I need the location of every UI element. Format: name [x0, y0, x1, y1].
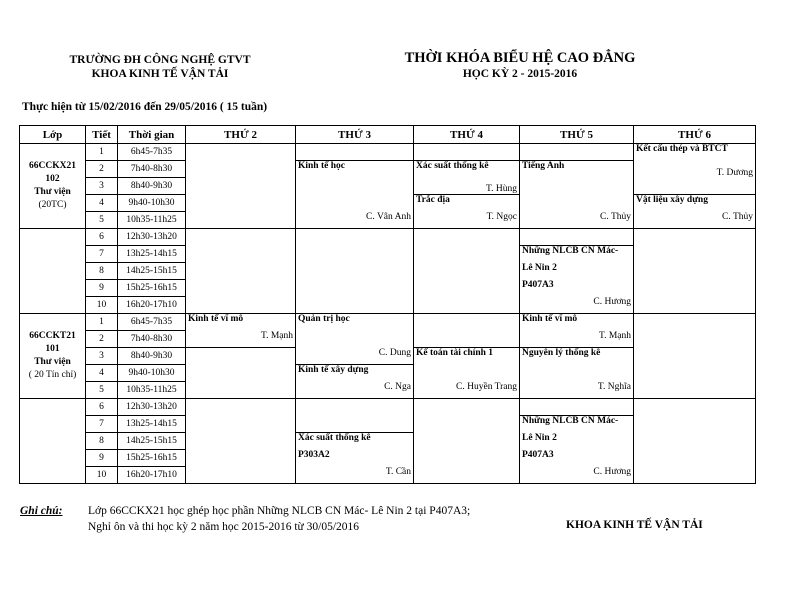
slot-empty [414, 450, 520, 467]
session-subject: Vật liệu xây dựng [634, 195, 756, 212]
slot-empty [414, 314, 520, 331]
slot-empty [634, 178, 756, 195]
period-time: 12h30-13h20 [118, 399, 186, 416]
slot-empty [186, 195, 296, 212]
slot-empty [634, 450, 756, 467]
col-header-thu3: THỨ 3 [296, 126, 414, 144]
slot-empty [186, 161, 296, 178]
slot-empty [296, 178, 414, 195]
session-teacher: C. Vân Anh [296, 212, 414, 229]
session-subject: Kinh tế vĩ mô [520, 314, 634, 331]
class-code: 66CCKX21 [29, 161, 76, 171]
period-time: 7h40-8h30 [118, 331, 186, 348]
slot-empty [186, 467, 296, 484]
table-row [20, 178, 756, 195]
document-title: THỜI KHÓA BIỂU HỆ CAO ĐẲNG [404, 50, 636, 66]
period-time: 14h25-15h15 [118, 263, 186, 280]
class-cell-empty [20, 229, 86, 314]
session-subject: Xác suất thống kê [296, 433, 414, 450]
period-time: 10h35-11h25 [118, 212, 186, 229]
session-subject: Kinh tế xây dựng [296, 365, 414, 382]
document-title-block [380, 50, 660, 82]
period-number: 4 [86, 365, 118, 382]
session-teacher: C. Huyền Trang [414, 382, 520, 399]
notes-label: Ghi chú: [20, 505, 63, 517]
signature: KHOA KINH TẾ VẬN TẢI [566, 519, 703, 531]
school-header [40, 53, 280, 81]
col-header-tiet: Tiết [86, 126, 118, 144]
table-row [20, 246, 756, 263]
table-row [20, 382, 756, 399]
slot-empty [414, 416, 520, 433]
slot-empty [186, 348, 296, 365]
class-room: 102 [45, 174, 60, 184]
slot-empty [296, 195, 414, 212]
session-teacher: T. Mạnh [186, 331, 296, 348]
class-place: Thư viện [34, 357, 71, 367]
slot-empty [186, 365, 296, 382]
period-number: 6 [86, 399, 118, 416]
slot-empty [186, 450, 296, 467]
class-cell-empty [20, 399, 86, 484]
table-row [20, 416, 756, 433]
session-teacher: T. Dương [634, 161, 756, 178]
slot-empty [634, 246, 756, 263]
slot-empty [634, 297, 756, 314]
slot-empty [414, 331, 520, 348]
class-code: 66CCKT21 [29, 331, 76, 341]
period-time: 16h20-17h10 [118, 467, 186, 484]
slot-empty [186, 178, 296, 195]
session-teacher: C. Hương [520, 297, 634, 314]
school-name: TRƯỜNG ĐH CÔNG NGHỆ GTVT [69, 54, 251, 66]
period-number: 5 [86, 382, 118, 399]
slot-empty [186, 212, 296, 229]
period-number: 7 [86, 246, 118, 263]
period-number: 10 [86, 297, 118, 314]
session-teacher: C. Hương [520, 467, 634, 484]
slot-empty [414, 433, 520, 450]
slot-empty [414, 280, 520, 297]
slot-empty [414, 144, 520, 161]
period-time: 13h25-14h15 [118, 416, 186, 433]
col-header-thu2: THỨ 2 [186, 126, 296, 144]
slot-empty [634, 399, 756, 416]
class-room: 101 [45, 344, 60, 354]
slot-empty [414, 246, 520, 263]
period-number: 9 [86, 450, 118, 467]
period-number: 8 [86, 263, 118, 280]
timetable-header-row [20, 126, 756, 144]
note-line: Nghỉ ôn và thi học kỳ 2 năm học 2015-2016 từ 30/05/2016 [88, 521, 360, 533]
period-time: 16h20-17h10 [118, 297, 186, 314]
class-credits: (20TC) [38, 200, 67, 210]
timetable [19, 125, 756, 484]
table-row [20, 467, 756, 484]
slot-empty [634, 382, 756, 399]
session-subject: Kinh tế học [296, 161, 414, 178]
session-subject: Những NLCB CN Mác- [520, 246, 634, 263]
session-room: P407A3 [520, 280, 634, 297]
session-subject: Kinh tế vĩ mô [186, 314, 296, 331]
slot-empty [296, 416, 414, 433]
session-subject: Tiếng Anh [520, 161, 634, 178]
period-time: 6h45-7h35 [118, 144, 186, 161]
slot-empty [634, 433, 756, 450]
class-cell [20, 144, 86, 229]
slot-empty [186, 297, 296, 314]
slot-empty [296, 263, 414, 280]
period-number: 7 [86, 416, 118, 433]
col-header-thu6: THỨ 6 [634, 126, 756, 144]
session-subject: Kết cấu thép và BTCT [634, 144, 756, 161]
period-time: 9h40-10h30 [118, 365, 186, 382]
period-time: 13h25-14h15 [118, 246, 186, 263]
session-subject: Nguyên lý thống kê [520, 348, 634, 365]
period-time: 8h40-9h30 [118, 348, 186, 365]
table-row [20, 399, 756, 416]
table-row [20, 450, 756, 467]
slot-empty [520, 195, 634, 212]
slot-empty [414, 297, 520, 314]
period-time: 7h40-8h30 [118, 161, 186, 178]
session-room: P303A2 [296, 450, 414, 467]
period-number: 5 [86, 212, 118, 229]
slot-empty [520, 229, 634, 246]
table-row [20, 195, 756, 212]
period-number: 10 [86, 467, 118, 484]
slot-empty [186, 263, 296, 280]
period-number: 1 [86, 314, 118, 331]
slot-empty [296, 280, 414, 297]
slot-empty [520, 399, 634, 416]
table-row [20, 314, 756, 331]
slot-empty [634, 331, 756, 348]
col-header-thu4: THỨ 4 [414, 126, 520, 144]
session-teacher: C. Thủy [634, 212, 756, 229]
session-subject: Xác suất thống kê [414, 161, 520, 178]
table-row [20, 161, 756, 178]
slot-empty [186, 246, 296, 263]
table-row [20, 433, 756, 450]
slot-empty [634, 314, 756, 331]
period-time: 6h45-7h35 [118, 314, 186, 331]
period-number: 3 [86, 348, 118, 365]
session-teacher: T. Ngọc [414, 212, 520, 229]
slot-empty [186, 229, 296, 246]
slot-empty [520, 144, 634, 161]
slot-empty [414, 467, 520, 484]
slot-empty [414, 399, 520, 416]
period-label: Thực hiện từ 15/02/2016 đến 29/05/2016 ( 15 tuần) [22, 101, 268, 113]
slot-empty [296, 144, 414, 161]
table-row [20, 365, 756, 382]
period-number: 2 [86, 161, 118, 178]
class-place: Thư viện [34, 187, 71, 197]
period-number: 4 [86, 195, 118, 212]
period-time: 8h40-9h30 [118, 178, 186, 195]
slot-empty [634, 263, 756, 280]
slot-empty [634, 416, 756, 433]
session-teacher: T. Mạnh [520, 331, 634, 348]
table-row [20, 331, 756, 348]
period-number: 8 [86, 433, 118, 450]
session-teacher: T. Hùng [414, 178, 520, 195]
slot-empty [414, 263, 520, 280]
session-teacher: C. Dung [296, 348, 414, 365]
session-teacher: C. Nga [296, 382, 414, 399]
period-time: 14h25-15h15 [118, 433, 186, 450]
slot-empty [634, 280, 756, 297]
slot-empty [634, 348, 756, 365]
session-teacher: C. Thủy [520, 212, 634, 229]
table-row [20, 280, 756, 297]
session-room: P407A3 [520, 450, 634, 467]
slot-empty [186, 280, 296, 297]
slot-empty [520, 178, 634, 195]
faculty-name: KHOA KINH TẾ VẬN TẢI [91, 68, 229, 80]
slot-empty [186, 382, 296, 399]
session-teacher: T. Nghĩa [520, 382, 634, 399]
slot-empty [296, 297, 414, 314]
slot-empty [186, 144, 296, 161]
table-row [20, 297, 756, 314]
table-row [20, 263, 756, 280]
session-subject-line2: Lê Nin 2 [520, 263, 634, 280]
slot-empty [414, 229, 520, 246]
period-number: 6 [86, 229, 118, 246]
period-number: 9 [86, 280, 118, 297]
slot-empty [186, 399, 296, 416]
session-subject: Kế toán tài chính 1 [414, 348, 520, 365]
session-subject: Trắc địa [414, 195, 520, 212]
slot-empty [634, 229, 756, 246]
period-time: 12h30-13h20 [118, 229, 186, 246]
slot-empty [296, 229, 414, 246]
period-time: 9h40-10h30 [118, 195, 186, 212]
period-number: 2 [86, 331, 118, 348]
notes-block [20, 503, 470, 535]
period-time: 10h35-11h25 [118, 382, 186, 399]
class-credits: ( 20 Tín chỉ) [28, 370, 77, 380]
table-row [20, 348, 756, 365]
slot-empty [186, 433, 296, 450]
col-header-thoi-gian: Thời gian [118, 126, 186, 144]
slot-empty [186, 416, 296, 433]
col-header-thu5: THỨ 5 [520, 126, 634, 144]
slot-empty [414, 365, 520, 382]
period-number: 3 [86, 178, 118, 195]
session-subject-line2: Lê Nin 2 [520, 433, 634, 450]
col-header-lop: Lớp [20, 126, 86, 144]
table-row [20, 212, 756, 229]
class-cell [20, 314, 86, 399]
slot-empty [520, 365, 634, 382]
session-subject: Những NLCB CN Mác- [520, 416, 634, 433]
slot-empty [634, 467, 756, 484]
slot-empty [296, 331, 414, 348]
period-time: 15h25-16h15 [118, 450, 186, 467]
slot-empty [296, 399, 414, 416]
note-line: Lớp 66CCKX21 học ghép học phần Những NLCB CN Mác- Lê Nin 2 tại P407A3; [88, 505, 471, 517]
session-subject: Quản trị học [296, 314, 414, 331]
period-number: 1 [86, 144, 118, 161]
period-time: 15h25-16h15 [118, 280, 186, 297]
term-label: HỌC KỲ 2 - 2015-2016 [462, 68, 578, 80]
session-teacher: T. Cần [296, 467, 414, 484]
slot-empty [634, 365, 756, 382]
slot-empty [296, 246, 414, 263]
table-row [20, 229, 756, 246]
table-row [20, 144, 756, 161]
